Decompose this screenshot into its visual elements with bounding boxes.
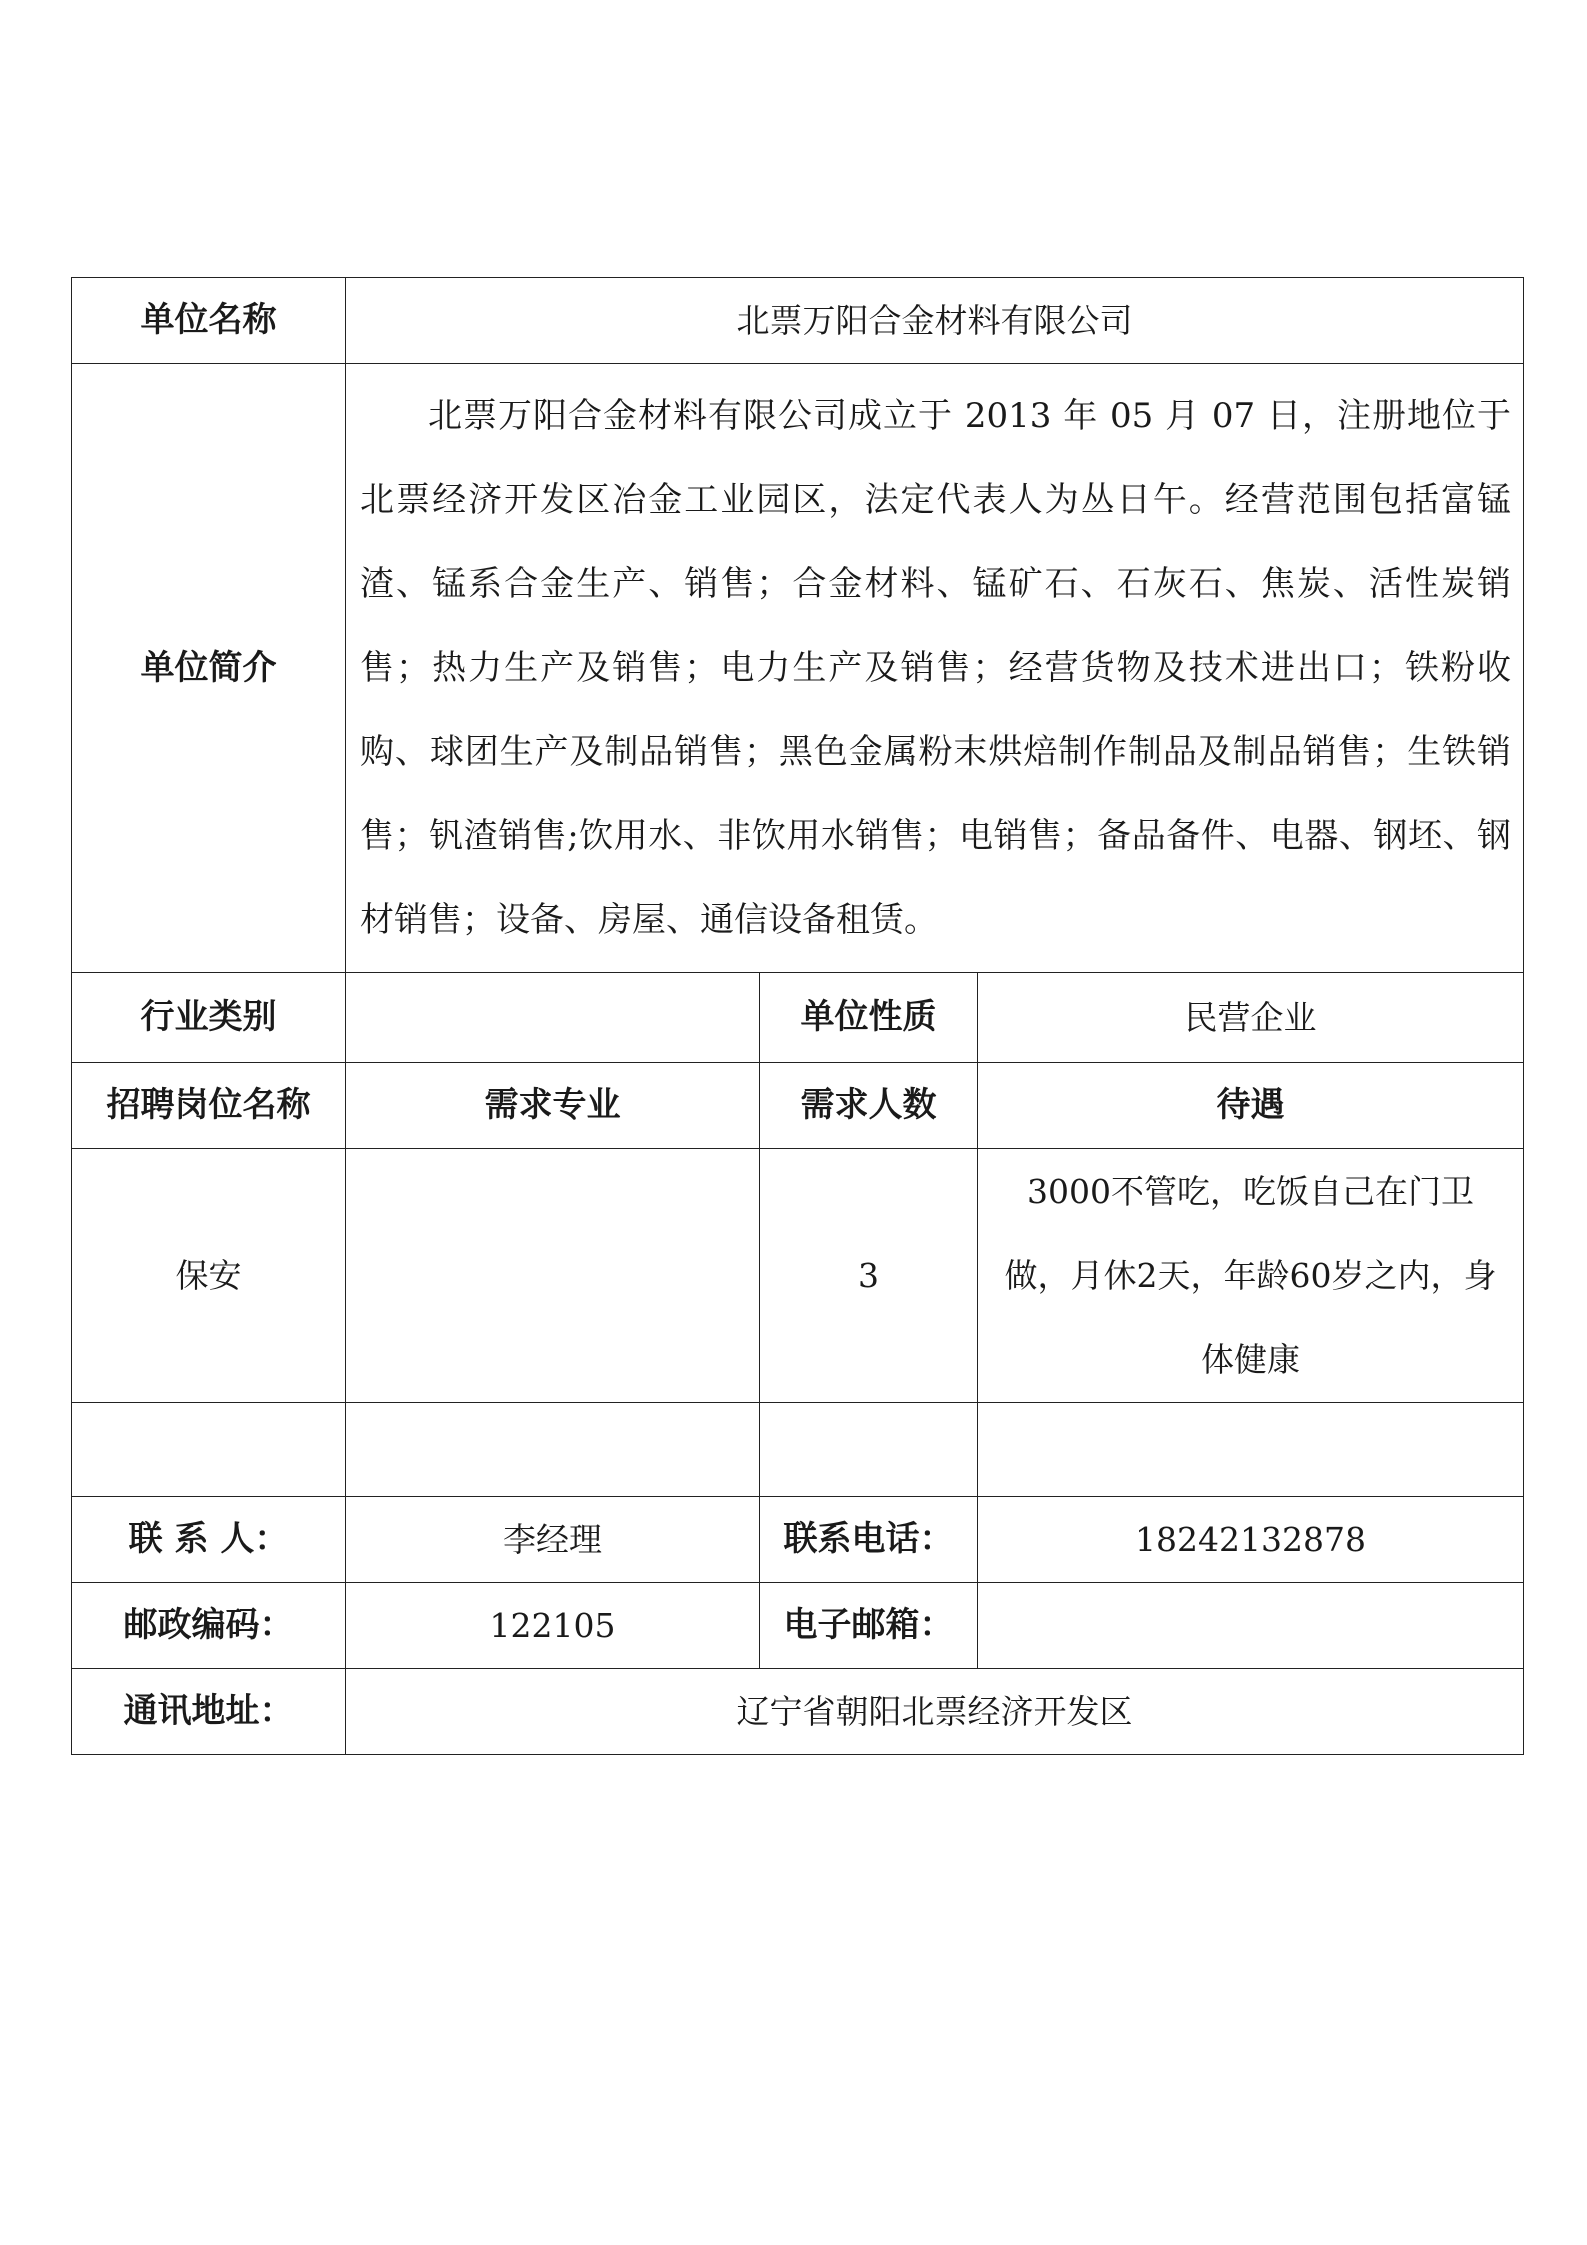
header-position: 招聘岗位名称	[72, 1063, 346, 1149]
postcode-value: 122105	[346, 1583, 760, 1669]
company-name-label: 单位名称	[72, 278, 346, 364]
contact-phone-label: 联系电话：	[760, 1497, 978, 1583]
postcode-label: 邮政编码：	[72, 1583, 346, 1669]
job-benefit	[978, 1403, 1524, 1497]
header-benefit: 待遇	[978, 1063, 1524, 1149]
job-count: 3	[760, 1149, 978, 1403]
email-label: 电子邮箱：	[760, 1583, 978, 1669]
address-row	[72, 1669, 1524, 1755]
nature-label: 单位性质	[760, 973, 978, 1063]
industry-value	[346, 973, 760, 1063]
address-value: 辽宁省朝阳北票经济开发区	[346, 1669, 1524, 1755]
company-intro-label: 单位简介	[72, 364, 346, 973]
nature-value: 民营企业	[978, 973, 1524, 1063]
contact-phone-value: 18242132878	[978, 1497, 1524, 1583]
job-position: 保安	[72, 1149, 346, 1403]
header-count: 需求人数	[760, 1063, 978, 1149]
postcode-row	[72, 1583, 1524, 1669]
job-row	[72, 1149, 1524, 1403]
industry-label: 行业类别	[72, 973, 346, 1063]
job-position	[72, 1403, 346, 1497]
job-benefit: 3000不管吃，吃饭自己在门卫做，月休2天，年龄60岁之内，身体健康	[978, 1149, 1524, 1403]
address-label: 通讯地址：	[72, 1669, 346, 1755]
jobs-header-row	[72, 1063, 1524, 1149]
job-count	[760, 1403, 978, 1497]
company-name-value: 北票万阳合金材料有限公司	[346, 278, 1524, 364]
job-major	[346, 1149, 760, 1403]
industry-row	[72, 973, 1524, 1063]
contact-row	[72, 1497, 1524, 1583]
company-name-row	[72, 278, 1524, 364]
email-value	[978, 1583, 1524, 1669]
company-intro-text: 北票万阳合金材料有限公司成立于 2013 年 05 月 07 日，注册地位于北票经济开发区冶金工业园区，法定代表人为丛日午。经营范围包括富锰渣、锰系合金生产、销售；合金材料、锰矿石、石灰石、焦炭、活性炭销售；热力生产及销售；电力生产及销售；经营货物及技术进出口；铁粉收购、球团生产及制品销售；黑色金属粉末烘焙制作制品及制品销售；生铁销售；钒渣销售;饮用水、非饮用水销售；电销售；备品备件、电器、钢坯、钢材销售；设备、房屋、通信设备租赁。	[346, 364, 1524, 973]
header-major: 需求专业	[346, 1063, 760, 1149]
job-row-empty	[72, 1403, 1524, 1497]
contact-person-value: 李经理	[346, 1497, 760, 1583]
contact-person-label: 联 系 人：	[72, 1497, 346, 1583]
company-intro-row	[72, 364, 1524, 973]
job-major	[346, 1403, 760, 1497]
recruitment-table	[71, 277, 1524, 1755]
